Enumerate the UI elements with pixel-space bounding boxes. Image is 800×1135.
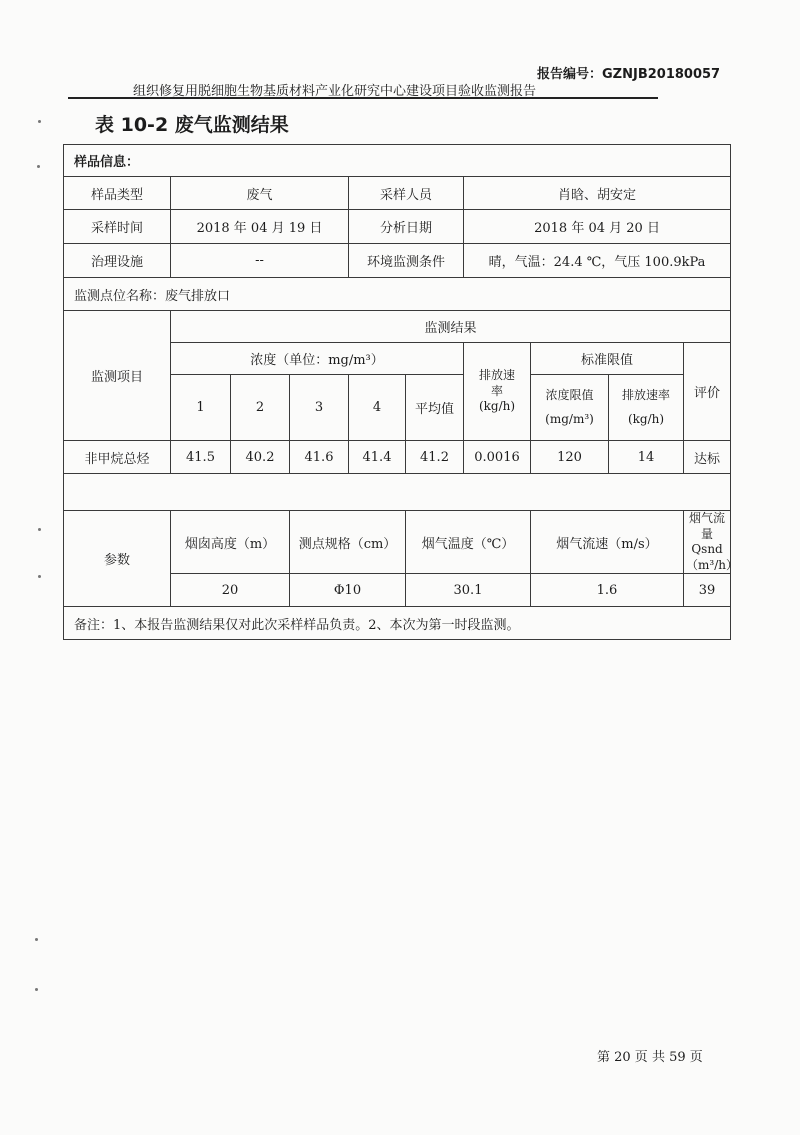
evaluation-value: 达标 [684,441,731,474]
results-header: 监测结果 [171,311,731,343]
value-average: 41.2 [406,441,464,474]
item-header: 监测项目 [64,311,171,441]
limit-conc-line1: 浓度限值 [545,387,594,402]
limit-rate-value: 14 [609,441,684,474]
empty-row [64,474,731,511]
sample-time-label: 采样时间 [64,210,171,244]
item-name: 非甲烷总烃 [64,441,171,474]
analysis-date-value: 2018 年 04 月 20 日 [464,210,731,244]
limit-rate-line2: (kg/h) [627,411,665,426]
report-number [537,63,720,82]
flue-speed-label: 烟气流速（m/s） [531,511,684,574]
analysis-date-label: 分析日期 [349,210,464,244]
flue-flow-value: 39 [684,574,731,607]
point-spec-label: 测点规格（cm） [290,511,406,574]
env-conditions-value: 晴，气温：24.4 ℃，气压 100.9kPa [464,244,731,278]
emission-rate-header [464,343,531,441]
chimney-height-value: 20 [171,574,290,607]
flue-flow-label-line1: 烟气流量 Qsnd [689,511,726,557]
scan-speck [35,938,38,941]
sample-type-label: 样品类型 [64,177,171,210]
monitoring-table [63,144,738,640]
flue-temp-value: 30.1 [406,574,531,607]
sampler-value: 肖晗、胡安定 [464,177,731,210]
flue-flow-label [684,511,738,574]
monitoring-point-value: 废气排放口 [165,288,231,304]
monitoring-point [64,278,731,311]
sampler-label: 采样人员 [349,177,464,210]
scan-speck [35,988,38,991]
col-3-header: 3 [290,375,349,441]
col-4-header: 4 [349,375,406,441]
chimney-height-label: 烟囱高度（m） [171,511,290,574]
col-2-header: 2 [231,375,290,441]
flue-flow-label-line2: （m³/h） [686,557,738,572]
sample-time-value: 2018 年 04 月 19 日 [171,210,349,244]
emission-rate-line2: 率 [490,383,503,398]
params-label: 参数 [64,511,171,607]
value-3: 41.6 [290,441,349,474]
page-footer: 第 20 页 共 59 页 [597,1050,703,1065]
scan-speck [38,120,41,123]
table-title: 表 10-2 废气监测结果 [95,114,289,136]
monitoring-point-label: 监测点位名称： [74,288,166,304]
project-title: 组织修复用脱细胞生物基质材料产业化研究中心建设项目验收监测报告 [133,84,537,99]
col-average-header: 平均值 [406,375,464,441]
treatment-label: 治理设施 [64,244,171,278]
sample-info-heading: 样品信息： [64,145,731,177]
emission-rate-line3: (kg/h) [478,399,516,414]
scan-speck [38,528,41,531]
col-1-header: 1 [171,375,231,441]
emission-rate-value: 0.0016 [464,441,531,474]
value-4: 41.4 [349,441,406,474]
point-spec-value: Φ10 [290,574,406,607]
value-1: 41.5 [171,441,231,474]
limit-rate-header [609,375,684,441]
limit-rate-line1: 排放速率 [621,387,670,402]
limit-header: 标准限值 [531,343,684,375]
header-rule [68,97,658,99]
scan-speck [37,165,40,168]
limit-concentration-header [531,375,609,441]
emission-rate-line1: 排放速 [478,368,515,383]
report-number-label: 报告编号： [537,67,603,82]
evaluation-header: 评价 [684,343,731,441]
limit-conc-line2: (mg/m³) [545,411,594,426]
concentration-header: 浓度（单位：mg/m³） [171,343,464,375]
table-row [64,441,731,474]
flue-temp-label: 烟气温度（℃） [406,511,531,574]
scan-speck [38,575,41,578]
limit-concentration-value: 120 [531,441,609,474]
env-conditions-label: 环境监测条件 [349,244,464,278]
treatment-value: -- [171,244,349,278]
value-2: 40.2 [231,441,290,474]
sample-type-value: 废气 [171,177,349,210]
flue-speed-value: 1.6 [531,574,684,607]
report-number-value: GZNJB20180057 [602,67,721,82]
note: 备注：1、本报告监测结果仅对此次采样样品负责。2、本次为第一时段监测。 [64,607,731,640]
